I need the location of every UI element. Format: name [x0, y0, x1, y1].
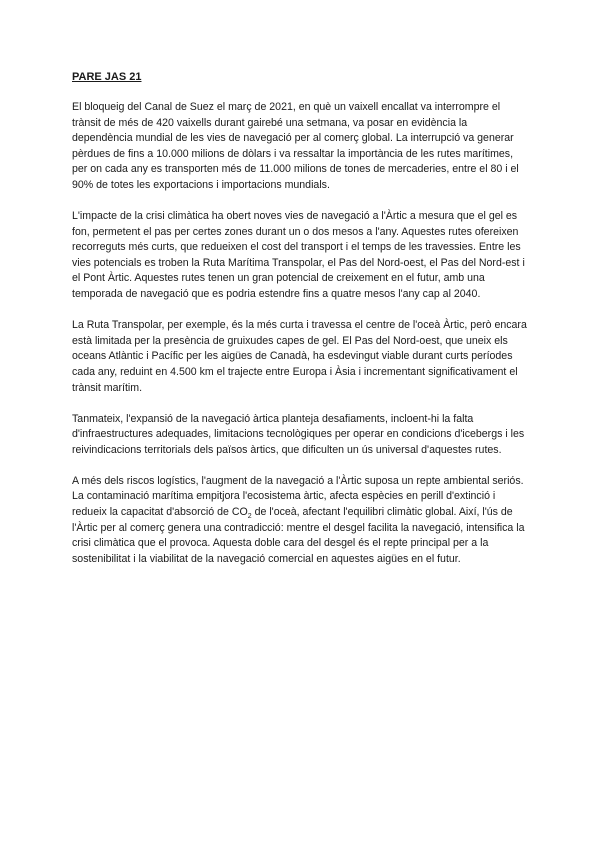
- paragraph-environment: [72, 474, 530, 568]
- paragraph-suez: El bloqueig del Canal de Suez el març de 2021, en què un vaixell encallat va interrompre el trànsit de més de 420 vaixells durant gairebé una setmana, va posar en evidència la dependència mundial de les vies de navegació per al comerç global. La interrupció va generar pèrdues de fins a 10.000 milions de dòlars i va ressaltar la importància de les rutes marítimes, per on cada any es transporten més de 11.000 milions de tones de mercaderies, entre el 80 i el 90% de totes les exportacions i importacions mundials.: [72, 101, 519, 191]
- paragraph-environment-part2: de l'oceà, afectant l'equilibri climàtic global. Així, l'ús de l'Àrtic per al comerç genera una contradicció: mentre el desgel facilita la navegació, intensifica la crisi climàtica que el provoca. Aquesta doble cara del desgel és el repte principal per a la sostenibilitat i la viabilitat de la navegació comercial en aquestes aigües en el futur.: [72, 506, 525, 565]
- paragraph-transpolar: La Ruta Transpolar, per exemple, és la més curta i travessa el centre de l'oceà Àrtic, però encara està limitada per la presència de gruixudes capes de gel. El Pas del Nord-oest, que uneix els oceans Atlàntic i Pacífic per les aigües de Canadà, ha esdevingut viable durant curts períodes cada any, reduint en 4.500 km el trajecte entre Europa i Àsia i incrementant significativament el trànsit marítim.: [72, 319, 527, 394]
- paragraph-climate-routes: L'impacte de la crisi climàtica ha obert noves vies de navegació a l'Àrtic a mesura que el gel es fon, permetent el pas per certes zones durant un o dos mesos a l'any. Aquestes rutes ofereixen recorreguts més curts, que redueixen el cost del transport i el temps de les travessies. Entre les vies potencials es troben la Ruta Marítima Transpolar, el Pas del Nord-oest, el Pas del Nord-est i el Pont Àrtic. Aquestes rutes tenen un gran potencial de creixement en el futur, amb una temporada de navegació que es podria estendre fins a quatre mesos l'any cap al 2040.: [72, 210, 525, 301]
- document-title: PARE JAS 21: [72, 71, 142, 83]
- paragraph-environment-part1: A més dels riscos logístics, l'augment de la navegació a l'Àrtic suposa un repte ambiental seriós. La contaminació marítima empitjora l'ecosistema àrtic, afecta espècies en perill d'extinció i redueix la capacitat d'absorció de CO: [72, 474, 524, 519]
- co2-subscript: 2: [247, 513, 252, 521]
- document-page: [72, 70, 530, 583]
- paragraph-challenges: Tanmateix, l'expansió de la navegació àrtica planteja desafiaments, incloent-hi la falta d'infraestructures adequades, limitacions tecnològiques per operar en condicions d'icebergs i les reivindicacions territorials dels països àrtics, que dificulten un ús universal d'aquestes rutes.: [72, 412, 525, 456]
